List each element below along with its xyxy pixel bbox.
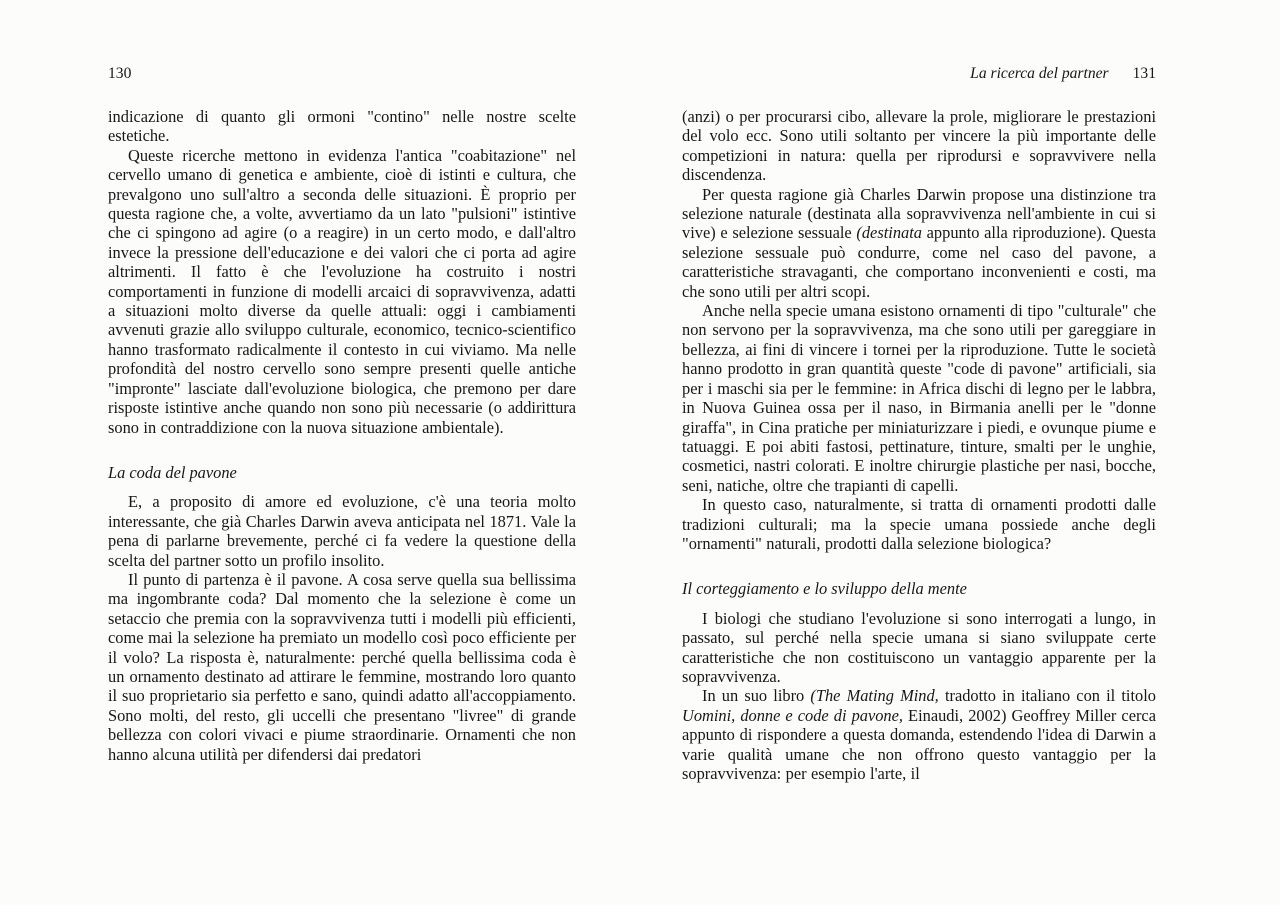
paragraph-text-italic: (destinata (856, 223, 922, 243)
page-number: 130 (108, 65, 132, 82)
running-head-title: La ricerca del partner (970, 65, 1109, 82)
paragraph: Queste ricerche mettono in evidenza l'antica "coabitazione" nel cervello umano di genetica e ambiente, cioè di istinti e cultura, che prevalgono uno sull'altro a seconda delle situazioni. È proprio per questa ragione che, a volte, avvertiamo da un lato "pulsioni" istintive che ci spingono ad agire (o a reagire) in un certo modo, e dall'altro invece la pressione dell'educazione e dei valori che ci porta ad agire altrimenti. Il fatto è che l'evoluzione ha costruito i nostri comportamenti in funzione di modelli arcaici di sopravvivenza, adatti a situazioni molto diverse da quelle attuali: oggi i cambiamenti avvenuti grazie allo sviluppo culturale, economico, tecnico-scientifico hanno trasformato radicalmente il contesto in cui viviamo. Ma nelle profondità del nostro cervello sono sempre presenti quelle antiche "impronte" lasciate dall'evoluzione biologica, che premono per dare risposte istintive anche quando non sono più necessarie (o addirittura sono in contraddizione con la nuova situazione ambientale). (108, 145, 576, 437)
section-heading: La coda del pavone (108, 462, 237, 482)
page-number: 131 (1132, 65, 1156, 82)
paragraph (682, 185, 1156, 301)
paragraph: Il punto di partenza è il pavone. A cosa serve quella sua bellissima ma ingombrante coda? Dal momento che la selezione è come un setaccio che premia con la sopravvivenza tutti i modelli più efficienti, come mai la selezione ha premiato un modello così poco efficiente per il volo? La risposta è, naturalmente: perché quella bellissima coda è un ornamento destinato ad attirare le femmine, mostrando loro quanto il suo proprietario sia perfetto e sano, quindi adatto all'accoppiamento. Sono molti, del resto, gli uccelli che presentano "livree" di grande bellezza con colori vivaci e piume straordinarie. Ornamenti che non hanno alcuna utilità per difendersi dai predatori (108, 569, 576, 764)
paragraph: Anche nella specie umana esistono ornamenti di tipo "culturale" che non servono per la sopravvivenza, ma che sono utili per gareggiare in bellezza, ai fini di vincere i tornei per la riproduzione. Tutte le società hanno prodotto in gran quantità queste "code di pavone" artificiali, sia per i maschi sia per le femmine: in Africa dischi di legno per le labbra, in Nuova Guinea ossa per il naso, in Birmania anelli per le "donne giraffa", in Cina pratiche per miniaturizzare i piedi, e ovunque piume e tatuaggi. E poi abiti fastosi, pettinature, tinture, smalti per le unghie, cosmetici, nastri colorati. E inoltre chirurgie plastiche per nasi, bocche, seni, natiche, oltre che trapianti di capelli. (682, 301, 1156, 495)
paragraph: (anzi) o per procurarsi cibo, allevare la prole, migliorare le prestazioni del volo ecc. Sono utili soltanto per vincere la più importante delle competizioni in natura: quella per riprodursi e sopravvivere nella discendenza. (682, 107, 1156, 185)
section-heading: Il corteggiamento e lo sviluppo della mente (682, 579, 967, 599)
paragraph: I biologi che studiano l'evoluzione si sono interrogati a lungo, in passato, sul perché nella specie umana si siano sviluppate certe caratteristiche che non costituiscono un vantaggio apparente per la sopravvivenza. (682, 608, 1156, 686)
paragraph: E, a proposito di amore ed evoluzione, c'è una teoria molto interessante, che già Charles Darwin aveva anticipata nel 1871. Vale la pena di parlarne brevemente, perché ci fa vedere la questione della scelta del partner sotto un profilo insolito. (108, 492, 576, 570)
paragraph (682, 686, 1156, 783)
paragraph-text: Einaudi, 2002) Geoffrey Miller cerca appunto di rispondere a questa domanda, estendendo l'idea di Darwin a varie qualità umane che non offrono questo vantaggio per la sopravvivenza: per esempio l'arte, il (682, 705, 1156, 783)
paragraph: In questo caso, naturalmente, si tratta di ornamenti prodotti dalle tradizioni culturali; ma la specie umana possiede anche degli "ornamenti" naturali, prodotti dalla selezione biologica? (682, 495, 1156, 553)
page-left (108, 64, 576, 764)
paragraph: indicazione di quanto gli ormoni "contino" nelle nostre scelte estetiche. (108, 107, 576, 146)
paragraph-text-italic: (The Mating Mind, (810, 686, 939, 706)
running-head-left (108, 64, 576, 83)
paragraph-text: tradotto in italiano con il titolo (938, 686, 1156, 706)
paragraph-text: appunto alla riproduzione). Questa selezione sessuale può condurre, come nel caso del pavone, a caratteristiche stravaganti, che comportano inconvenienti e costi, ma che sono utili per altri scopi. (682, 223, 1157, 301)
page-right (682, 64, 1156, 783)
paragraph-text-italic: Uomini, donne e code di pavone, (682, 705, 903, 725)
running-head-right (682, 64, 1156, 83)
paragraph-text: In un suo libro (702, 686, 811, 706)
paragraph-text: Per questa ragione già Charles Darwin propose una distinzione tra selezione naturale (destinata alla sopravvivenza nell'ambiente in cui si vive) e selezione sessuale (682, 184, 1156, 243)
